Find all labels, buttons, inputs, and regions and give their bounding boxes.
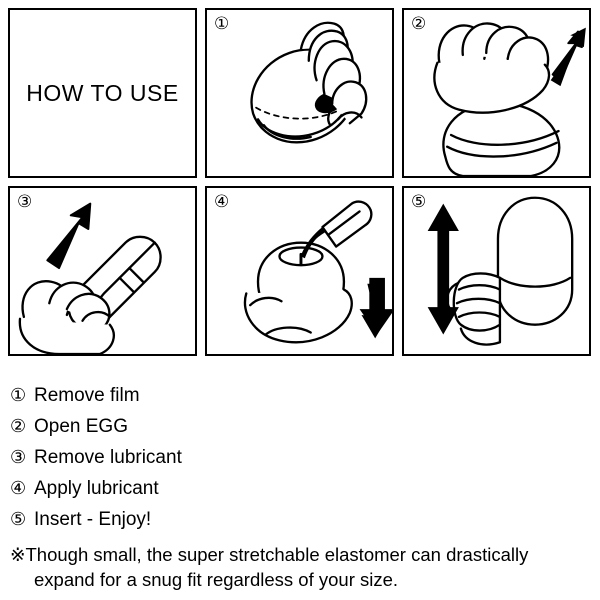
step-number: ② [10,416,27,436]
panel-remove-lubricant [8,186,197,356]
title-panel [8,8,197,178]
step-number: ③ [10,447,27,467]
list-item [10,479,590,498]
steps-list [10,386,590,541]
panel-number: ④ [214,192,230,211]
illustration-remove-lubricant [10,188,195,354]
panel-number: ③ [17,192,33,211]
step-label: Insert - Enjoy! [34,509,152,530]
step-number: ④ [10,478,27,498]
footnote-line-1: ※Though small, the super stretchable elastomer can drastically [10,544,529,565]
list-item [10,386,590,405]
step-label: Apply lubricant [34,478,159,499]
list-item [10,448,590,467]
list-item [10,510,590,529]
footnote [10,543,594,593]
illustration-apply-lubricant [207,188,392,354]
step-label: Remove lubricant [34,447,182,468]
page-title: HOW TO USE [26,79,179,106]
panel-grid [8,8,592,356]
illustration-remove-film [207,10,392,176]
illustration-insert-enjoy [404,188,589,354]
step-number: ⑤ [10,509,27,529]
illustration-open-egg [404,10,589,176]
step-label: Open EGG [34,416,128,437]
step-label: Remove film [34,385,140,406]
panel-insert-enjoy [402,186,591,356]
step-number: ① [10,385,27,405]
footnote-line-2: expand for a snug fit regardless of your size. [34,568,399,590]
panel-number: ① [214,14,230,33]
panel-number: ② [411,14,427,33]
panel-remove-film [205,8,394,178]
panel-apply-lubricant [205,186,394,356]
panel-open-egg [402,8,591,178]
list-item [10,417,590,436]
panel-number: ⑤ [411,192,427,211]
